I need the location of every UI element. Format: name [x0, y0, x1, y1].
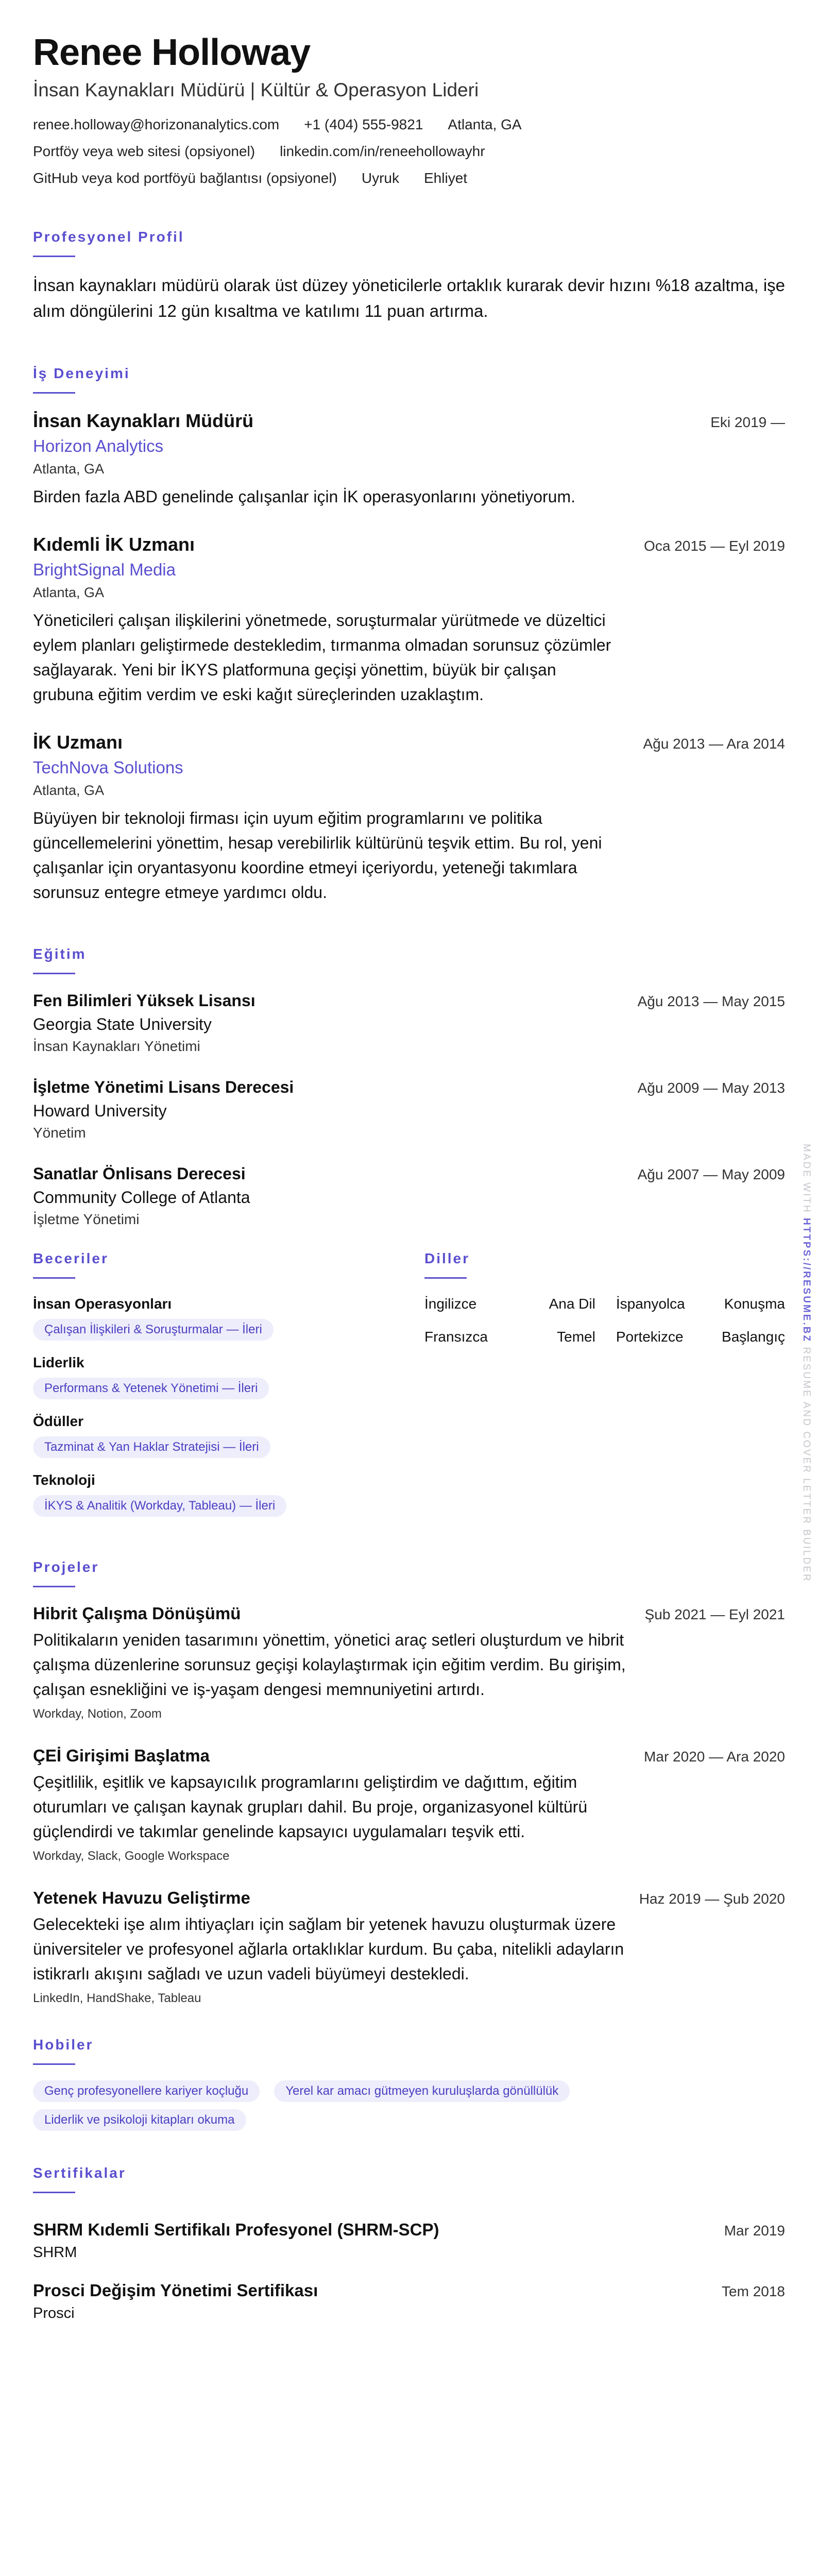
job-company: Horizon Analytics	[33, 436, 164, 455]
education-entry	[33, 1163, 785, 1229]
project-entry	[33, 1603, 785, 1722]
project-description: Politikaların yeniden tasarımını yönettim, yönetici araç setleri oluşturdum ve hibrit çalışma düzenlerine sorunsuz geçişi kolaylaştırmak için eğitim verdim. Bu girişim, çalışan esnekliğini ve iş-yaşam dengesi memnuniyetini artırdı.	[33, 1631, 626, 1699]
section-title-profile: Profesyonel Profil	[33, 229, 184, 245]
language-name: İngilizce	[424, 1296, 477, 1312]
job-description: Birden fazla ABD genelinde çalışanlar için İK operasyonlarını yönetiyorum.	[33, 487, 576, 506]
job-date: Eki 2019 —	[710, 414, 785, 430]
contact-row-3	[33, 169, 785, 188]
project-tools: LinkedIn, HandShake, Tableau	[33, 1991, 201, 2005]
contact-github[interactable]: GitHub veya kod portföyü bağlantısı (opsiyonel)	[33, 170, 337, 186]
section-experience	[33, 364, 785, 905]
job-title: Kıdemli İK Uzmanı	[33, 534, 195, 555]
education-date: Ağu 2013 — May 2015	[637, 993, 785, 1009]
languages-column	[424, 1249, 785, 1529]
contact-linkedin[interactable]: linkedin.com/in/reneehollowayhr	[280, 143, 485, 159]
job-date: Ağu 2013 — Ara 2014	[643, 736, 785, 752]
project-title: Yetenek Havuzu Geliştirme	[33, 1888, 250, 1907]
skill-category: Liderlik	[33, 1354, 84, 1370]
section-divider	[33, 256, 75, 257]
section-divider	[33, 1586, 75, 1587]
section-profile	[33, 228, 785, 324]
section-divider	[33, 1277, 75, 1279]
contact-email[interactable]: renee.holloway@horizonanalytics.com	[33, 116, 280, 132]
language-level: Temel	[557, 1329, 595, 1345]
language-name: İspanyolca	[616, 1296, 685, 1312]
job-location: Atlanta, GA	[33, 585, 105, 600]
contact-nationality: Uyruk	[361, 170, 399, 186]
project-title: ÇEİ Girişimi Başlatma	[33, 1746, 210, 1765]
education-school: Howard University	[33, 1101, 167, 1120]
education-degree: Sanatlar Önlisans Derecesi	[33, 1164, 246, 1183]
skill-group	[33, 1470, 424, 1517]
candidate-headline: İnsan Kaynakları Müdürü | Kültür & Operasyon Lideri	[33, 79, 479, 100]
certification-entry	[33, 2219, 785, 2262]
section-certifications	[33, 2164, 785, 2323]
section-title-certifications: Sertifikalar	[33, 2165, 126, 2181]
skill-category: Ödüller	[33, 1413, 84, 1429]
candidate-name: Renee Holloway	[33, 32, 311, 73]
certification-entry	[33, 2280, 785, 2323]
language-name: Fransızca	[424, 1329, 488, 1345]
resume-page	[33, 31, 785, 2341]
skill-tag: Tazminat & Yan Haklar Stratejisi — İleri	[33, 1436, 270, 1458]
skill-group	[33, 1294, 424, 1341]
section-divider	[33, 2192, 75, 2193]
certification-date: Mar 2019	[724, 2223, 785, 2239]
contact-phone[interactable]: +1 (404) 555-9821	[304, 116, 423, 132]
skill-group	[33, 1353, 424, 1399]
certification-title: Prosci Değişim Yönetimi Sertifikası	[33, 2281, 318, 2300]
skills-column	[33, 1249, 424, 1529]
certification-issuer: Prosci	[33, 2305, 75, 2321]
job-entry	[33, 731, 785, 905]
section-title-experience: İş Deneyimi	[33, 365, 130, 381]
section-education	[33, 945, 785, 1229]
hobby-tag: Genç profesyonellere kariyer koçluğu	[33, 2080, 260, 2102]
certification-date: Tem 2018	[722, 2283, 785, 2299]
language-name: Portekizce	[616, 1329, 684, 1345]
section-hobbies	[33, 2036, 785, 2131]
education-date: Ağu 2009 — May 2013	[637, 1080, 785, 1096]
skill-tag: Performans & Yetenek Yönetimi — İleri	[33, 1378, 269, 1399]
skill-tag: İKYS & Analitik (Workday, Tableau) — İleri	[33, 1495, 286, 1517]
project-title: Hibrit Çalışma Dönüşümü	[33, 1604, 241, 1623]
job-title: İK Uzmanı	[33, 732, 123, 753]
skill-category: İnsan Operasyonları	[33, 1296, 172, 1312]
hobby-list	[33, 2080, 651, 2131]
project-date: Şub 2021 — Eyl 2021	[644, 1606, 785, 1622]
watermark-prefix: MADE WITH	[801, 1144, 812, 1214]
job-title: İnsan Kaynakları Müdürü	[33, 410, 254, 431]
project-entry	[33, 1887, 785, 2007]
education-degree: Fen Bilimleri Yüksek Lisansı	[33, 991, 255, 1010]
section-title-education: Eğitim	[33, 946, 87, 962]
watermark-suffix: RESUME AND COVER LETTER BUILDER	[801, 1347, 812, 1583]
section-title-skills: Beceriler	[33, 1250, 109, 1266]
language-row	[424, 1294, 785, 1314]
contact-row-1	[33, 115, 785, 134]
builder-watermark	[798, 1144, 814, 1583]
project-tools: Workday, Slack, Google Workspace	[33, 1849, 230, 1863]
contact-website[interactable]: Portföy veya web sitesi (opsiyonel)	[33, 143, 255, 159]
project-date: Mar 2020 — Ara 2020	[644, 1749, 785, 1765]
job-company: BrightSignal Media	[33, 560, 176, 579]
education-field: İşletme Yönetimi	[33, 1211, 140, 1227]
job-entry	[33, 533, 785, 707]
section-projects	[33, 1558, 785, 2007]
skill-tag: Çalışan İlişkileri & Soruşturmalar — İleri	[33, 1319, 274, 1341]
project-description: Çeşitlilik, eşitlik ve kapsayıcılık programlarını geliştirdim ve dağıttım, eğitim oturumları ve çalışan kaynak grupları dahil. Bu proje, organizasyonel kültürü güçlendirdi ve takımlar genelinde kapsayıcı uygulamaları teşvik etti.	[33, 1773, 588, 1841]
section-skills-languages	[33, 1249, 785, 1529]
education-date: Ağu 2007 — May 2009	[637, 1166, 785, 1182]
skill-category: Teknoloji	[33, 1472, 95, 1488]
job-company: TechNova Solutions	[33, 758, 183, 777]
contact-license: Ehliyet	[424, 170, 468, 186]
section-divider	[424, 1277, 467, 1279]
section-title-languages: Diller	[424, 1250, 470, 1266]
language-row	[424, 1327, 785, 1347]
section-title-hobbies: Hobiler	[33, 2037, 94, 2053]
education-entry	[33, 990, 785, 1056]
language-level: Başlangıç	[722, 1329, 785, 1345]
education-field: Yönetim	[33, 1125, 86, 1141]
section-divider	[33, 392, 75, 394]
education-entry	[33, 1076, 785, 1142]
language-level: Ana Dil	[549, 1296, 595, 1312]
education-degree: İşletme Yönetimi Lisans Derecesi	[33, 1078, 294, 1096]
contact-row-2	[33, 142, 785, 161]
job-location: Atlanta, GA	[33, 461, 105, 477]
hobby-tag: Yerel kar amacı gütmeyen kuruluşlarda gönüllülük	[274, 2080, 570, 2102]
language-level: Konuşma	[724, 1296, 785, 1312]
profile-summary: İnsan kaynakları müdürü olarak üst düzey yöneticilerle ortaklık kurarak devir hızını %18 azaltma, işe alım döngülerini 12 gün kısaltma ve katılımı 11 puan artırma.	[33, 276, 786, 320]
section-title-projects: Projeler	[33, 1559, 99, 1575]
project-entry	[33, 1745, 785, 1865]
project-date: Haz 2019 — Şub 2020	[639, 1891, 785, 1907]
job-location: Atlanta, GA	[33, 783, 105, 798]
job-description: Yöneticileri çalışan ilişkilerini yönetmede, soruşturmalar yürütmede ve düzeltici eylem planları geliştirmede destekledim, tırmanma olmadan sorunsuz çözümler sağlayarak. Yeni bir İKYS platformuna geçişi yönettim, büyük bir çalışan grubuna eğitim verdim ve eski kağıt süreçlerinden uzaklaştım.	[33, 611, 611, 704]
skill-group	[33, 1412, 424, 1458]
watermark-link[interactable]: HTTPS://RESUME.BZ	[801, 1218, 812, 1343]
project-tools: Workday, Notion, Zoom	[33, 1707, 162, 1721]
education-school: Georgia State University	[33, 1015, 212, 1033]
job-entry	[33, 409, 785, 509]
hobby-tag: Liderlik ve psikoloji kitapları okuma	[33, 2109, 246, 2131]
job-date: Oca 2015 — Eyl 2019	[644, 538, 785, 554]
job-description: Büyüyen bir teknoloji firması için uyum eğitim programlarını ve politika güncellemelerini yönettim, hesap verebilirlik kültürünü teşvik ettim. Bu rol, yeni çalışanlar için oryantasyonu koordine etmeyi içeriyordu, yeteneği takımlara sorunsuz entegre etmeye yardımcı oldu.	[33, 809, 602, 902]
certification-issuer: SHRM	[33, 2244, 77, 2261]
contact-location: Atlanta, GA	[448, 116, 522, 132]
certification-title: SHRM Kıdemli Sertifikalı Profesyonel (SHRM-SCP)	[33, 2220, 439, 2239]
section-divider	[33, 973, 75, 974]
project-description: Gelecekteki işe alım ihtiyaçları için sağlam bir yetenek havuzu oluşturmak üzere üniversiteler ve profesyonel ağlarla ortaklıklar kurdum. Bu çaba, nitelikli adayların istikrarlı akışını sağladı ve uzun vadeli büyümeyi destekledi.	[33, 1915, 624, 1983]
education-field: İnsan Kaynakları Yönetimi	[33, 1038, 200, 1054]
resume-header	[33, 31, 785, 188]
education-school: Community College of Atlanta	[33, 1188, 250, 1207]
section-divider	[33, 2063, 75, 2065]
